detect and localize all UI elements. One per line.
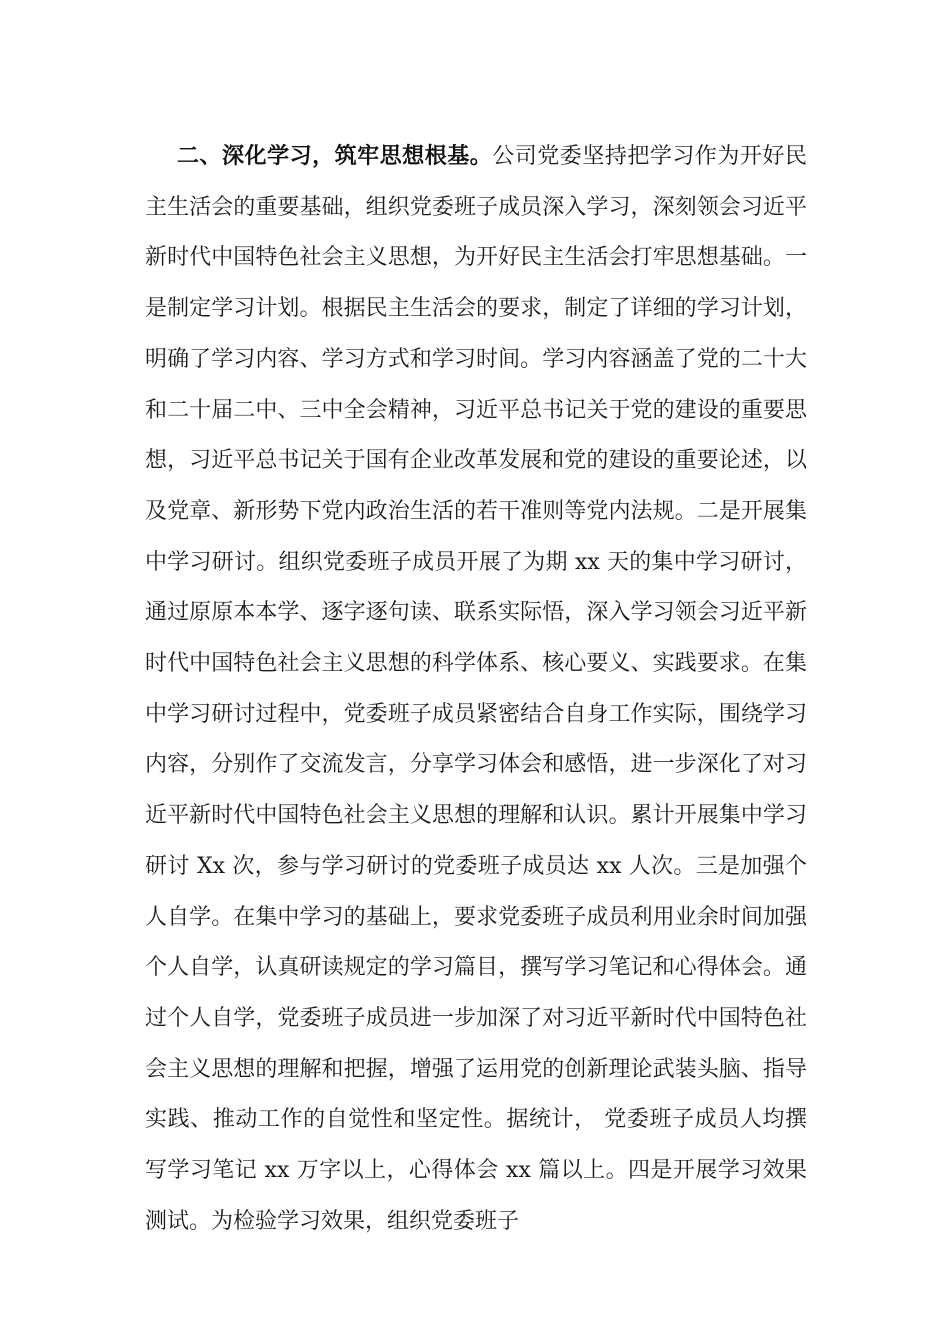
section-heading: 二、深化学习，筑牢思想根基。	[177, 144, 493, 169]
body-paragraph	[145, 132, 807, 1247]
paragraph-text: 公司党委坚持把学习作为开好民主生活会的重要基础，组织党委班子成员深入学习，深刻领会习近平新时代中国特色社会主义思想，为开好民主生活会打牢思想基础。一是制定学习计划。根据民主生活会的要求，制定了详细的学习计划，明确了学习内容、学习方式和学习时间。学习内容涵盖了党的二十大和二十届二中、三中全会精神，习近平总书记关于党的建设的重要思想，习近平总书记关于国有企业改革发展和党的建设的重要论述，以及党章、新形势下党内政治生活的若干准则等党内法规。二是开展集中学习研讨。组织党委班子成员开展了为期 xx 天的集中学习研讨，通过原原本本学、逐字逐句读、联系实际悟，深入学习领会习近平新时代中国特色社会主义思想的科学体系、核心要义、实践要求。在集中学习研讨过程中，党委班子成员紧密结合自身工作实际，围绕学习内容，分别作了交流发言，分享学习体会和感悟，进一步深化了对习近平新时代中国特色社会主义思想的理解和认识。累计开展集中学习研讨 Xx 次，参与学习研讨的党委班子成员达 xx 人次。三是加强个人自学。在集中学习的基础上，要求党委班子成员利用业余时间加强个人自学，认真研读规定的学习篇目，撰写学习笔记和心得体会。通过个人自学，党委班子成员进一步加深了对习近平新时代中国特色社会主义思想的理解和把握，增强了运用党的创新理论武装头脑、指导实践、推动工作的自觉性和坚定性。据统计， 党委班子成员人均撰写学习笔记 xx 万字以上，心得体会 xx 篇以上。四是开展学习效果测试。为检验学习效果，组织党委班子	[145, 144, 807, 1234]
